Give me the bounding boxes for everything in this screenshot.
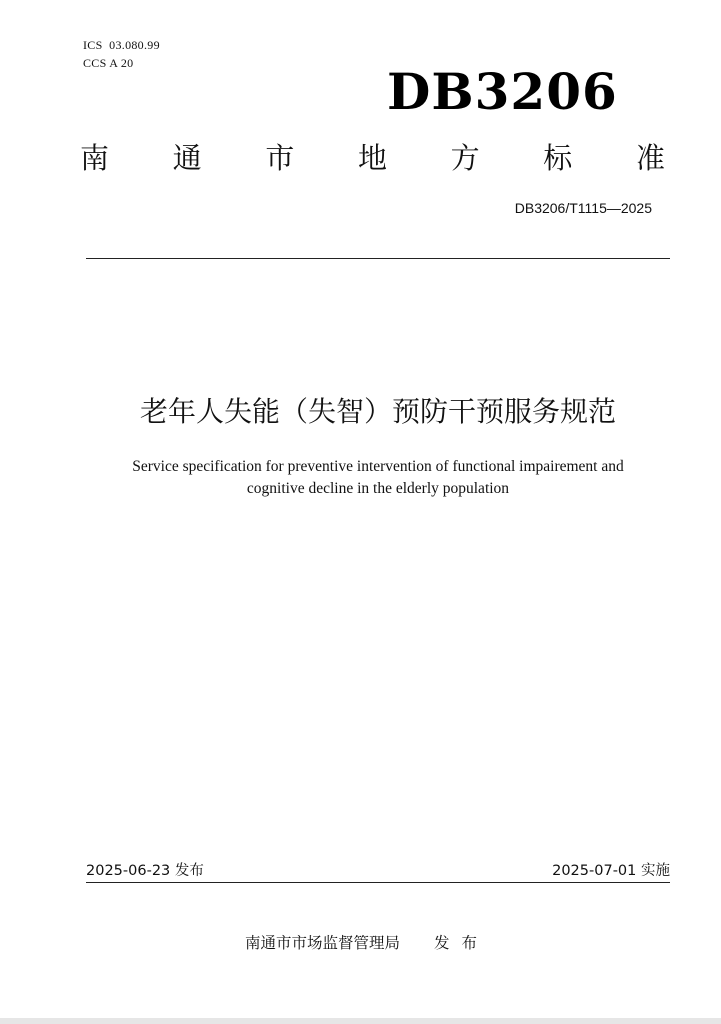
- standard-type-char: 标: [543, 141, 573, 175]
- ics-code: ICS 03.080.99: [83, 38, 160, 52]
- publish-date: 2025-06-23 发布: [86, 863, 204, 879]
- standard-type-char: 方: [450, 141, 480, 175]
- standard-type-heading: [80, 138, 665, 178]
- issuing-authority: [245, 932, 489, 954]
- standard-number: DB3206/T1115—2025: [514, 200, 652, 216]
- issuer-action: 发布: [434, 934, 490, 952]
- standard-type-char: 通: [172, 141, 202, 175]
- english-title-line: Service specification for preventive intervention of functional impairement and: [132, 458, 624, 475]
- standard-type-char: 市: [265, 141, 295, 175]
- classification-codes: [83, 36, 160, 72]
- page-bottom-edge: [0, 1018, 721, 1024]
- ccs-code: CCS A 20: [83, 56, 134, 70]
- document-title-english: [60, 456, 696, 500]
- implement-date: 2025-07-01 实施: [552, 863, 670, 879]
- header-divider: [86, 258, 670, 259]
- footer-divider: [86, 882, 670, 883]
- document-title-chinese: 老年人失能（失智）预防干预服务规范: [139, 395, 616, 428]
- standard-mark: DB3206: [387, 62, 618, 121]
- standard-type-char: 南: [80, 141, 110, 175]
- standard-type-char: 地: [357, 141, 387, 175]
- english-title-line: cognitive decline in the elderly population: [246, 480, 510, 497]
- standard-type-char: 准: [635, 141, 665, 175]
- issuer-name: 南通市市场监督管理局: [245, 934, 401, 952]
